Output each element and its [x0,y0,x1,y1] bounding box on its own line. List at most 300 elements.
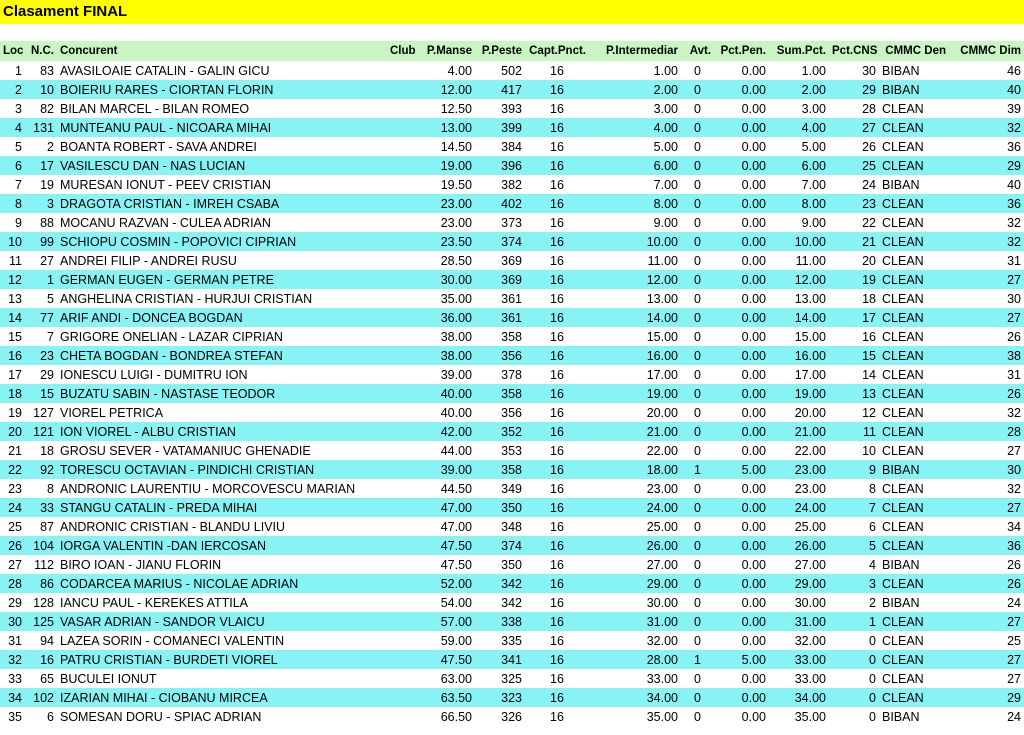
cell-avt: 0 [694,386,701,401]
cell-capt-pnct: 16 [550,234,564,249]
cell-p-peste: 342 [501,595,522,610]
cell-pct-cns: 12 [862,405,876,420]
cell-p-intermediar: 32.00 [646,633,678,648]
cell-pct-cns: 19 [862,272,876,287]
cell-concurent: CODARCEA MARIUS - NICOLAE ADRIAN [60,576,299,591]
cell-concurent: MURESAN IONUT - PEEV CRISTIAN [60,177,271,192]
cell-p-manse: 54.00 [440,595,472,610]
cell-p-peste: 323 [501,690,522,705]
cell-p-peste: 378 [501,367,522,382]
cell-p-manse: 47.00 [440,519,472,534]
cell-pct-cns: 29 [862,82,876,97]
cell-pct-pen: 0.00 [741,253,766,268]
cell-club [387,327,417,346]
cell-avt: 0 [694,614,701,629]
cell-p-peste: 356 [501,405,522,420]
cell-sum-pct: 5.00 [801,139,826,154]
cell-cmmc-den: CLEAN [882,405,924,420]
cell-p-peste: 373 [501,215,522,230]
cell-cmmc-dim: 39 [1007,101,1021,116]
cell-concurent: GERMAN EUGEN - GERMAN PETRE [60,272,274,287]
cell-pct-cns: 0 [869,709,876,724]
cell-club [387,175,417,194]
cell-pct-cns: 8 [869,481,876,496]
cell-loc: 34 [8,690,22,705]
cell-p-manse: 66.50 [440,709,472,724]
table-row [0,270,1024,289]
cell-sum-pct: 31.00 [794,614,826,629]
cell-capt-pnct: 16 [550,253,564,268]
cell-avt: 0 [694,329,701,344]
cell-avt: 0 [694,139,701,154]
cell-p-manse: 23.50 [440,234,472,249]
cell-sum-pct: 32.00 [794,633,826,648]
cell-cmmc-dim: 38 [1007,348,1021,363]
cell-p-manse: 59.00 [440,633,472,648]
cell-pct-cns: 10 [862,443,876,458]
cell-club [387,441,417,460]
cell-avt: 0 [694,576,701,591]
cell-loc: 22 [8,462,22,477]
cell-concurent: VASILESCU DAN - NAS LUCIAN [60,158,246,173]
cell-sum-pct: 2.00 [801,82,826,97]
cell-p-intermediar: 16.00 [646,348,678,363]
cell-p-peste: 384 [501,139,522,154]
cell-loc: 16 [8,348,22,363]
cell-p-peste: 402 [501,196,522,211]
cell-sum-pct: 13.00 [794,291,826,306]
table-row [0,441,1024,460]
cell-capt-pnct: 16 [550,139,564,154]
cell-concurent: MUNTEANU PAUL - NICOARA MIHAI [60,120,272,135]
cell-pct-cns: 7 [869,500,876,515]
cell-p-intermediar: 34.00 [646,690,678,705]
cell-nc: 127 [33,405,54,420]
cell-capt-pnct: 16 [550,177,564,192]
cell-club [387,80,417,99]
cell-sum-pct: 25.00 [794,519,826,534]
cell-pct-cns: 13 [862,386,876,401]
cell-cmmc-den: CLEAN [882,633,924,648]
table-row [0,156,1024,175]
cell-avt: 0 [694,519,701,534]
cell-p-peste: 338 [501,614,522,629]
header-pct-pen: Pct.Pen. [720,45,766,57]
cell-p-intermediar: 17.00 [646,367,678,382]
cell-pct-pen: 0.00 [741,196,766,211]
standings-table [0,41,1024,726]
header-row [0,41,1024,61]
table-row [0,194,1024,213]
cell-club [387,612,417,631]
header-club: Club [390,45,416,57]
cell-p-peste: 353 [501,443,522,458]
cell-avt: 0 [694,82,701,97]
cell-cmmc-den: BIBAN [882,595,920,610]
cell-club [387,688,417,707]
cell-pct-cns: 25 [862,158,876,173]
cell-p-peste: 417 [501,82,522,97]
cell-avt: 0 [694,671,701,686]
cell-p-peste: 335 [501,633,522,648]
cell-pct-cns: 30 [862,63,876,78]
cell-club [387,232,417,251]
cell-club [387,251,417,270]
cell-avt: 0 [694,272,701,287]
cell-nc: 23 [40,348,54,363]
cell-club [387,498,417,517]
cell-loc: 15 [8,329,22,344]
cell-concurent: IZARIAN MIHAI - CIOBANU MIRCEA [60,690,268,705]
table-row [0,384,1024,403]
cell-cmmc-den: CLEAN [882,614,924,629]
cell-p-manse: 30.00 [440,272,472,287]
cell-p-manse: 44.50 [440,481,472,496]
cell-nc: 33 [40,500,54,515]
cell-capt-pnct: 16 [550,310,564,325]
cell-loc: 23 [8,481,22,496]
cell-pct-cns: 15 [862,348,876,363]
cell-p-intermediar: 26.00 [646,538,678,553]
cell-sum-pct: 30.00 [794,595,826,610]
cell-pct-cns: 16 [862,329,876,344]
cell-p-peste: 341 [501,652,522,667]
cell-club [387,156,417,175]
cell-pct-cns: 21 [862,234,876,249]
cell-nc: 82 [40,101,54,116]
cell-cmmc-dim: 36 [1007,538,1021,553]
cell-p-manse: 40.00 [440,405,472,420]
cell-loc: 24 [8,500,22,515]
cell-nc: 87 [40,519,54,534]
cell-p-manse: 28.50 [440,253,472,268]
cell-p-peste: 361 [501,310,522,325]
cell-loc: 25 [8,519,22,534]
cell-loc: 27 [8,557,22,572]
cell-loc: 2 [15,82,22,97]
cell-p-manse: 4.00 [447,63,472,78]
cell-avt: 0 [694,310,701,325]
cell-loc: 31 [8,633,22,648]
cell-loc: 6 [15,158,22,173]
cell-pct-pen: 0.00 [741,519,766,534]
cell-pct-pen: 0.00 [741,310,766,325]
header-capt-pnct: Capt.Pnct. [529,45,586,57]
cell-loc: 8 [15,196,22,211]
cell-capt-pnct: 16 [550,291,564,306]
cell-avt: 0 [694,595,701,610]
cell-p-manse: 47.00 [440,500,472,515]
cell-avt: 0 [694,196,701,211]
cell-concurent: ANGHELINA CRISTIAN - HURJUI CRISTIAN [60,291,313,306]
header-cmmc-dim: CMMC Dim [960,45,1021,57]
table-row [0,289,1024,308]
table-row [0,460,1024,479]
cell-avt: 0 [694,443,701,458]
cell-capt-pnct: 16 [550,614,564,629]
cell-p-intermediar: 4.00 [653,120,678,135]
cell-p-intermediar: 8.00 [653,196,678,211]
cell-concurent: ANDRONIC LAURENTIU - MORCOVESCU MARIAN [60,481,356,496]
cell-nc: 92 [40,462,54,477]
cell-sum-pct: 24.00 [794,500,826,515]
cell-p-peste: 326 [501,709,522,724]
cell-cmmc-den: CLEAN [882,500,924,515]
table-row [0,650,1024,669]
cell-concurent: IANCU PAUL - KEREKES ATTILA [60,595,249,610]
cell-capt-pnct: 16 [550,576,564,591]
table-row [0,99,1024,118]
cell-nc: 3 [47,196,54,211]
table-row [0,80,1024,99]
table-row [0,593,1024,612]
cell-pct-pen: 0.00 [741,557,766,572]
cell-sum-pct: 14.00 [794,310,826,325]
cell-club [387,631,417,650]
cell-pct-cns: 9 [869,462,876,477]
cell-nc: 104 [33,538,54,553]
cell-capt-pnct: 16 [550,671,564,686]
cell-nc: 29 [40,367,54,382]
cell-cmmc-dim: 32 [1007,405,1021,420]
cell-cmmc-dim: 26 [1007,576,1021,591]
cell-p-intermediar: 24.00 [646,500,678,515]
cell-sum-pct: 17.00 [794,367,826,382]
cell-pct-pen: 0.00 [741,348,766,363]
cell-cmmc-dim: 27 [1007,500,1021,515]
cell-loc: 1 [15,63,22,78]
cell-p-manse: 52.00 [440,576,472,591]
table-row [0,479,1024,498]
cell-concurent: BUZATU SABIN - NASTASE TEODOR [60,386,276,401]
cell-nc: 2 [47,139,54,154]
cell-cmmc-den: CLEAN [882,481,924,496]
cell-p-peste: 350 [501,557,522,572]
cell-pct-cns: 27 [862,120,876,135]
cell-cmmc-den: CLEAN [882,386,924,401]
cell-cmmc-dim: 31 [1007,253,1021,268]
cell-capt-pnct: 16 [550,329,564,344]
cell-p-manse: 47.50 [440,538,472,553]
cell-cmmc-dim: 25 [1007,633,1021,648]
table-row [0,612,1024,631]
cell-cmmc-den: CLEAN [882,291,924,306]
cell-concurent: ARIF ANDI - DONCEA BOGDAN [60,310,243,325]
cell-sum-pct: 29.00 [794,576,826,591]
cell-cmmc-dim: 46 [1007,63,1021,78]
cell-sum-pct: 22.00 [794,443,826,458]
cell-sum-pct: 16.00 [794,348,826,363]
cell-p-manse: 35.00 [440,291,472,306]
cell-p-manse: 47.50 [440,652,472,667]
cell-pct-pen: 0.00 [741,139,766,154]
cell-p-peste: 358 [501,386,522,401]
cell-loc: 3 [15,101,22,116]
cell-capt-pnct: 16 [550,690,564,705]
cell-sum-pct: 7.00 [801,177,826,192]
cell-pct-cns: 18 [862,291,876,306]
cell-pct-cns: 14 [862,367,876,382]
cell-nc: 8 [47,481,54,496]
cell-sum-pct: 15.00 [794,329,826,344]
cell-cmmc-den: CLEAN [882,272,924,287]
cell-avt: 0 [694,633,701,648]
cell-p-intermediar: 2.00 [653,82,678,97]
cell-avt: 0 [694,234,701,249]
cell-concurent: VIOREL PETRICA [60,405,164,420]
cell-cmmc-den: CLEAN [882,348,924,363]
cell-p-manse: 42.00 [440,424,472,439]
cell-p-intermediar: 5.00 [653,139,678,154]
header-nc: N.C. [31,45,54,57]
cell-p-intermediar: 10.00 [646,234,678,249]
cell-p-intermediar: 1.00 [653,63,678,78]
cell-p-intermediar: 14.00 [646,310,678,325]
cell-avt: 1 [694,652,701,667]
cell-capt-pnct: 16 [550,196,564,211]
cell-club [387,707,417,726]
cell-sum-pct: 6.00 [801,158,826,173]
cell-pct-cns: 11 [863,424,876,439]
cell-nc: 6 [47,709,54,724]
cell-concurent: VASAR ADRIAN - SANDOR VLAICU [60,614,265,629]
cell-cmmc-dim: 29 [1007,690,1021,705]
cell-p-intermediar: 20.00 [646,405,678,420]
cell-concurent: ANDREI FILIP - ANDREI RUSU [60,253,237,268]
cell-cmmc-den: CLEAN [882,139,924,154]
cell-sum-pct: 34.00 [794,690,826,705]
cell-pct-pen: 0.00 [741,671,766,686]
cell-pct-cns: 17 [862,310,876,325]
cell-capt-pnct: 16 [550,405,564,420]
cell-p-intermediar: 7.00 [653,177,678,192]
cell-loc: 21 [8,443,22,458]
cell-avt: 0 [694,348,701,363]
header-loc: Loc [3,45,24,57]
cell-p-peste: 396 [501,158,522,173]
table-row [0,251,1024,270]
cell-p-manse: 19.50 [440,177,472,192]
cell-pct-cns: 26 [862,139,876,154]
cell-cmmc-den: CLEAN [882,158,924,173]
cell-nc: 83 [40,63,54,78]
table-row [0,308,1024,327]
cell-nc: 121 [33,424,54,439]
cell-cmmc-den: BIBAN [882,709,920,724]
cell-p-intermediar: 15.00 [646,329,678,344]
cell-sum-pct: 20.00 [794,405,826,420]
cell-capt-pnct: 16 [550,215,564,230]
cell-cmmc-dim: 40 [1007,82,1021,97]
cell-p-peste: 374 [501,538,522,553]
cell-cmmc-dim: 32 [1007,234,1021,249]
cell-sum-pct: 23.00 [794,462,826,477]
table-row [0,365,1024,384]
cell-nc: 102 [33,690,54,705]
cell-sum-pct: 35.00 [794,709,826,724]
cell-club [387,194,417,213]
cell-concurent: BOIERIU RARES - CIORTAN FLORIN [60,82,274,97]
cell-avt: 0 [694,367,701,382]
cell-loc: 29 [8,595,22,610]
cell-p-intermediar: 35.00 [646,709,678,724]
cell-pct-pen: 0.00 [741,481,766,496]
cell-pct-pen: 0.00 [741,272,766,287]
cell-nc: 7 [47,329,54,344]
cell-cmmc-den: BIBAN [882,177,920,192]
cell-p-peste: 356 [501,348,522,363]
header-p-intermediar: P.Intermediar [605,45,678,57]
cell-sum-pct: 9.00 [801,215,826,230]
cell-p-intermediar: 30.00 [646,595,678,610]
cell-cmmc-den: CLEAN [882,538,924,553]
cell-sum-pct: 12.00 [794,272,826,287]
cell-capt-pnct: 16 [550,348,564,363]
cell-concurent: PATRU CRISTIAN - BURDETI VIOREL [60,652,278,667]
cell-p-peste: 361 [501,291,522,306]
cell-cmmc-dim: 27 [1007,652,1021,667]
cell-cmmc-dim: 24 [1007,595,1021,610]
table-row [0,118,1024,137]
cell-p-manse: 40.00 [440,386,472,401]
cell-nc: 65 [40,671,54,686]
cell-sum-pct: 3.00 [801,101,826,116]
cell-club [387,479,417,498]
cell-concurent: ION VIOREL - ALBU CRISTIAN [60,424,236,439]
cell-club [387,61,417,80]
cell-p-peste: 369 [501,272,522,287]
cell-cmmc-dim: 34 [1007,519,1021,534]
cell-p-intermediar: 9.00 [653,215,678,230]
cell-pct-pen: 0.00 [741,500,766,515]
cell-nc: 10 [40,82,54,97]
cell-club [387,555,417,574]
cell-club [387,308,417,327]
cell-pct-pen: 0.00 [741,443,766,458]
cell-cmmc-den: CLEAN [882,671,924,686]
cell-loc: 26 [8,538,22,553]
cell-loc: 10 [8,234,22,249]
cell-pct-pen: 0.00 [741,386,766,401]
cell-avt: 0 [694,500,701,515]
cell-club [387,270,417,289]
cell-sum-pct: 27.00 [794,557,826,572]
cell-pct-cns: 0 [869,652,876,667]
cell-cmmc-dim: 27 [1007,443,1021,458]
cell-loc: 9 [15,215,22,230]
table-row [0,574,1024,593]
page-title: Clasament FINAL [0,0,1024,24]
cell-pct-pen: 5.00 [741,462,766,477]
cell-nc: 1 [47,272,54,287]
cell-loc: 32 [8,652,22,667]
cell-sum-pct: 8.00 [801,196,826,211]
cell-concurent: MOCANU RAZVAN - CULEA ADRIAN [60,215,271,230]
cell-avt: 0 [694,101,701,116]
cell-loc: 4 [15,120,22,135]
table-row [0,631,1024,650]
cell-p-intermediar: 11.00 [647,253,678,268]
cell-capt-pnct: 16 [550,367,564,382]
cell-club [387,213,417,232]
cell-capt-pnct: 16 [550,63,564,78]
cell-p-manse: 23.00 [440,196,472,211]
cell-cmmc-dim: 36 [1007,196,1021,211]
cell-cmmc-den: BIBAN [882,82,920,97]
cell-cmmc-den: CLEAN [882,101,924,116]
cell-concurent: GROSU SEVER - VATAMANIUC GHENADIE [60,443,311,458]
cell-pct-cns: 3 [869,576,876,591]
